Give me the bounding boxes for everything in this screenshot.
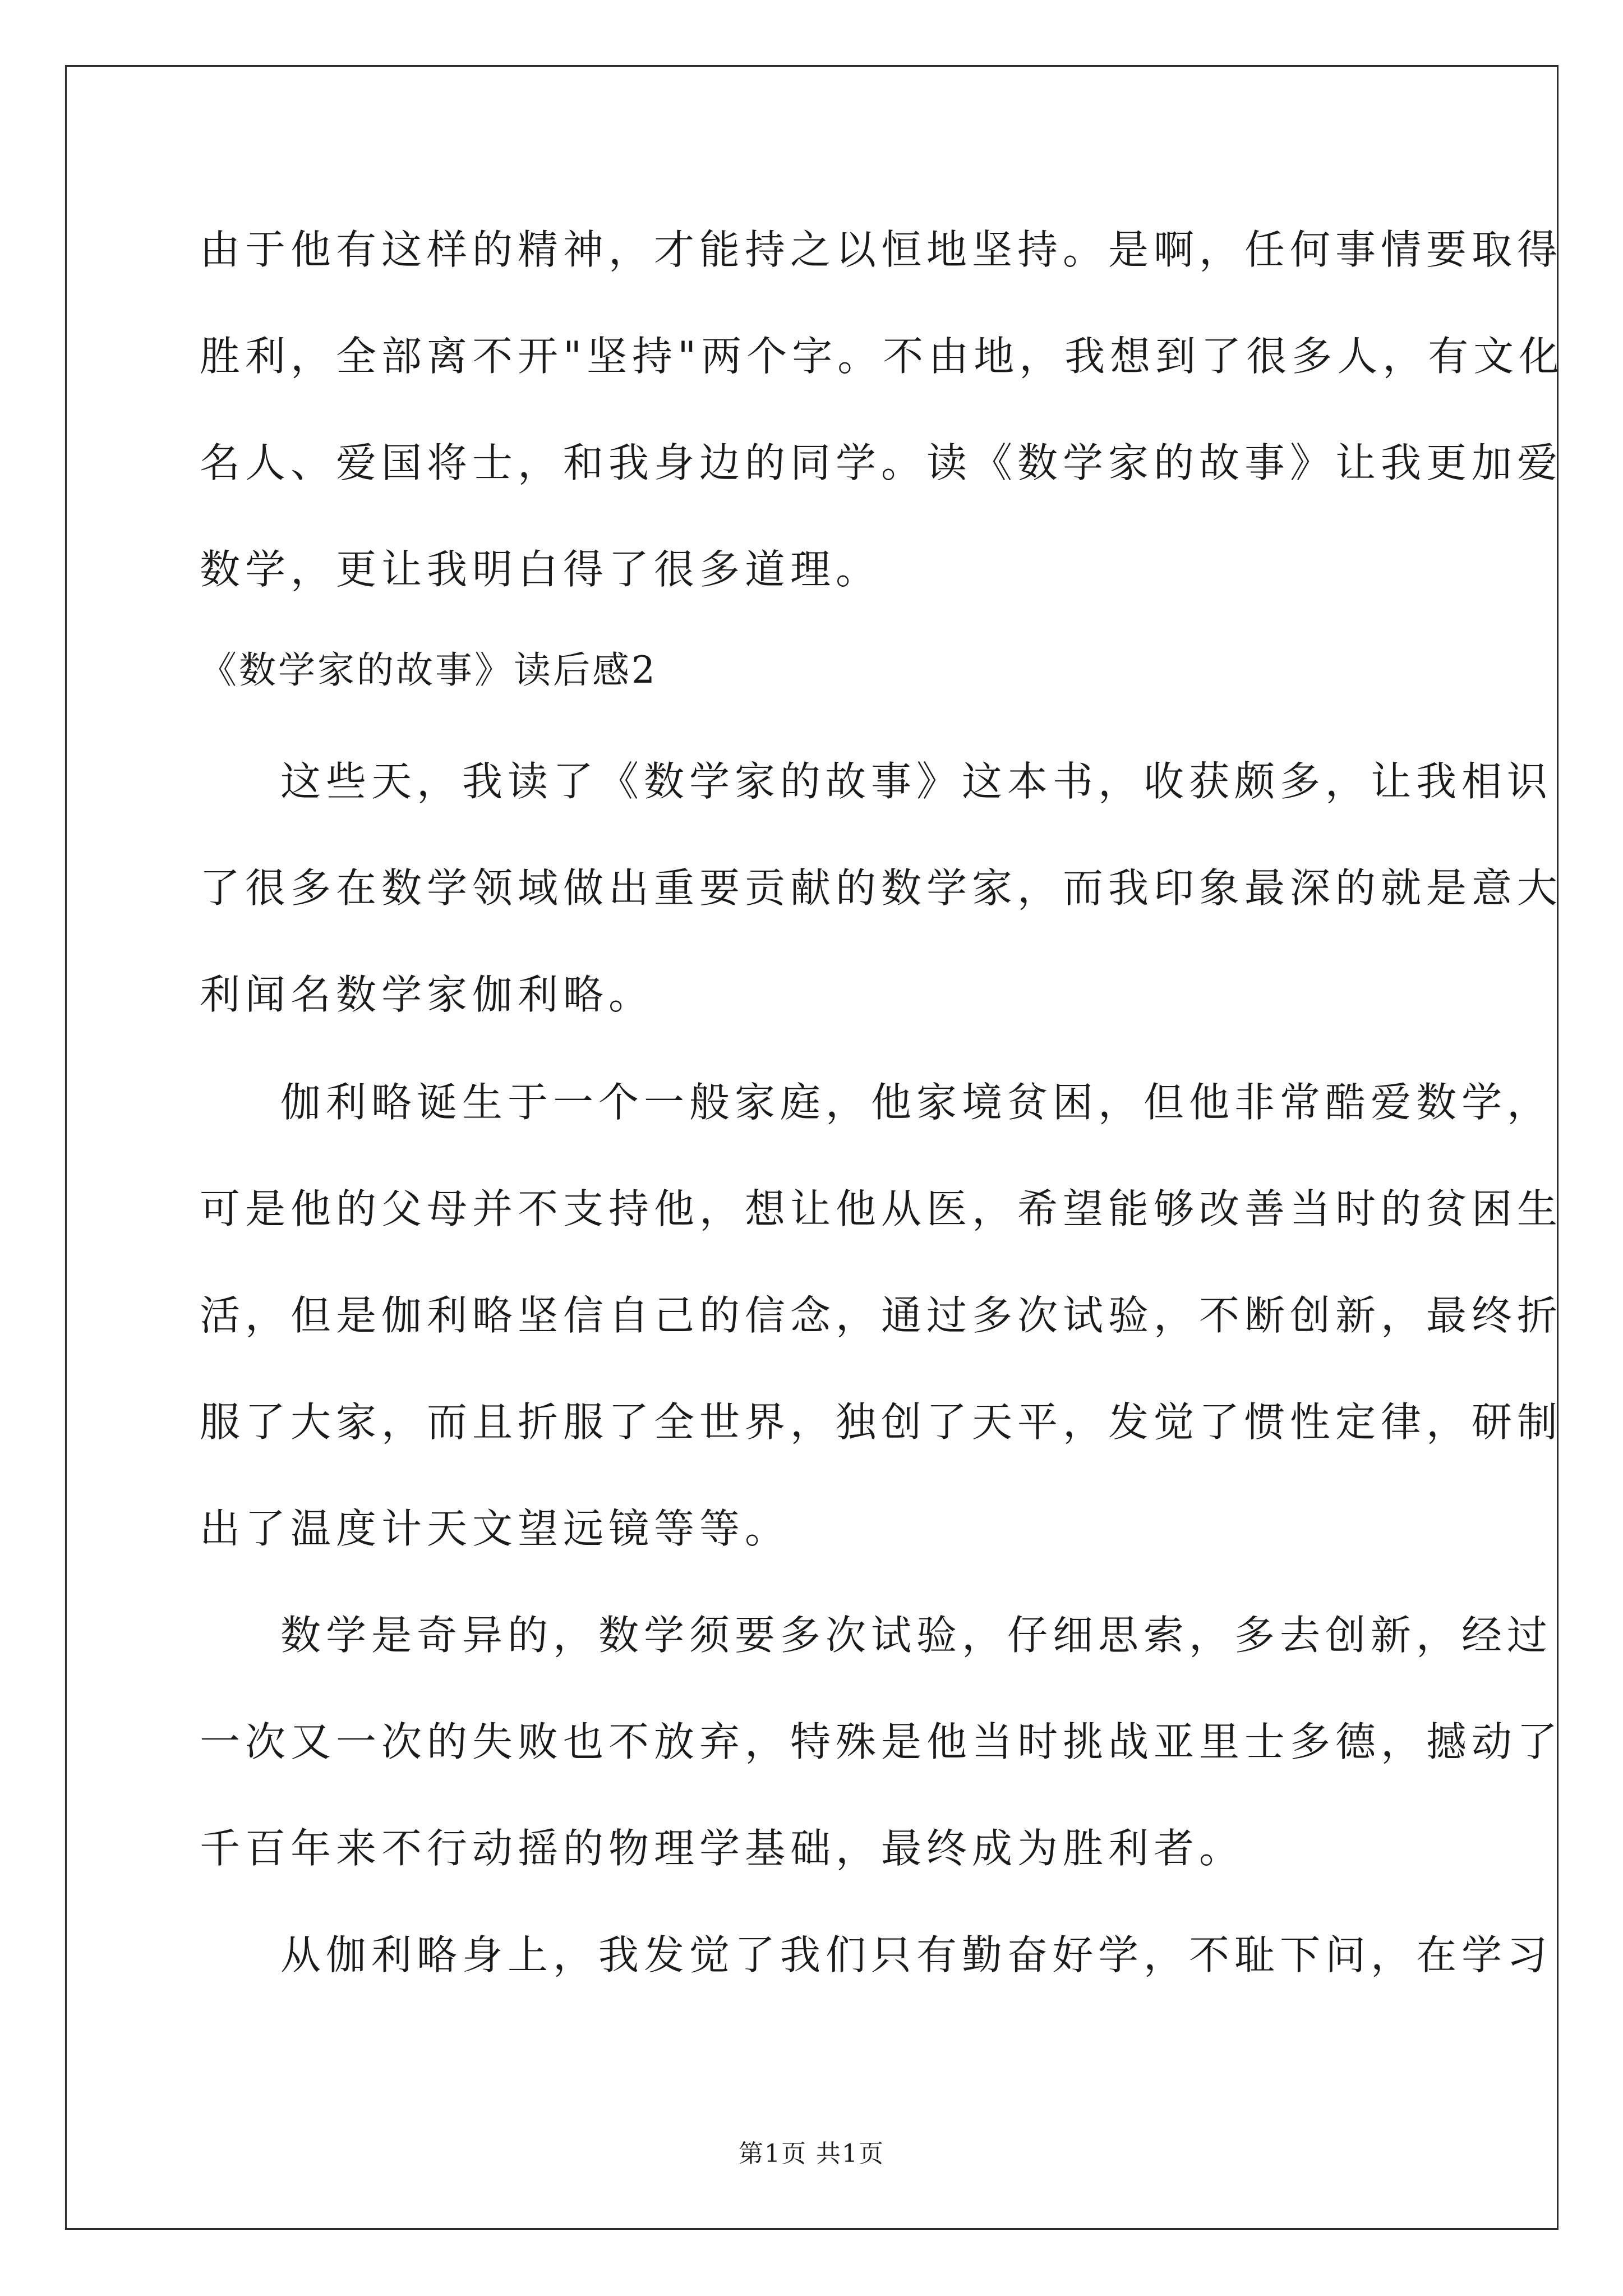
paragraph-first-line: 伽利略诞生于一个一般家庭，他家境贫困，但他非常酷爱数学，	[280, 1079, 1553, 1126]
text-line: 胜利，全部离不开"坚持"两个字。不由地，我想到了很多人，有文化	[200, 333, 1565, 380]
text-line: 服了大家，而且折服了全世界，独创了天平，发觉了惯性定律，研制	[200, 1398, 1563, 1446]
text-line: 出了温度计天文望远镜等等。	[200, 1505, 791, 1552]
text-line: 由于他有这样的精神，才能持之以恒地坚持。是啊，任何事情要取得	[200, 226, 1563, 273]
page-border	[65, 65, 1559, 2230]
text-line: 名人、爱国将士，和我身边的同学。读《数学家的故事》让我更加爱	[200, 439, 1563, 486]
text-line: 可是他的父母并不支持他，想让他从医，希望能够改善当时的贫困生	[200, 1185, 1563, 1232]
section-heading: 《数学家的故事》读后感2	[200, 648, 657, 692]
paragraph-first-line: 从伽利略身上，我发觉了我们只有勤奋好学，不耻下问，在学习	[280, 1931, 1553, 1978]
text-line: 活，但是伽利略坚信自己的信念，通过多次试验，不断创新，最终折	[200, 1292, 1563, 1339]
text-line: 数学，更让我明白得了很多道理。	[200, 546, 882, 593]
text-line: 一次又一次的失败也不放弃，特殊是他当时挑战亚里士多德，撼动了	[200, 1718, 1563, 1765]
text-line: 了很多在数学领域做出重要贡献的数学家，而我印象最深的就是意大	[200, 864, 1563, 912]
text-line: 千百年来不行动摇的物理学基础，最终成为胜利者。	[200, 1825, 1245, 1872]
paragraph-first-line: 这些天，我读了《数学家的故事》这本书，收获颇多，让我相识	[280, 758, 1553, 805]
paragraph-first-line: 数学是奇异的，数学须要多次试验，仔细思索，多去创新，经过	[280, 1612, 1553, 1659]
text-line: 利闻名数学家伽利略。	[200, 971, 654, 1018]
page-number-footer: 第1页 共1页	[739, 2139, 884, 2168]
